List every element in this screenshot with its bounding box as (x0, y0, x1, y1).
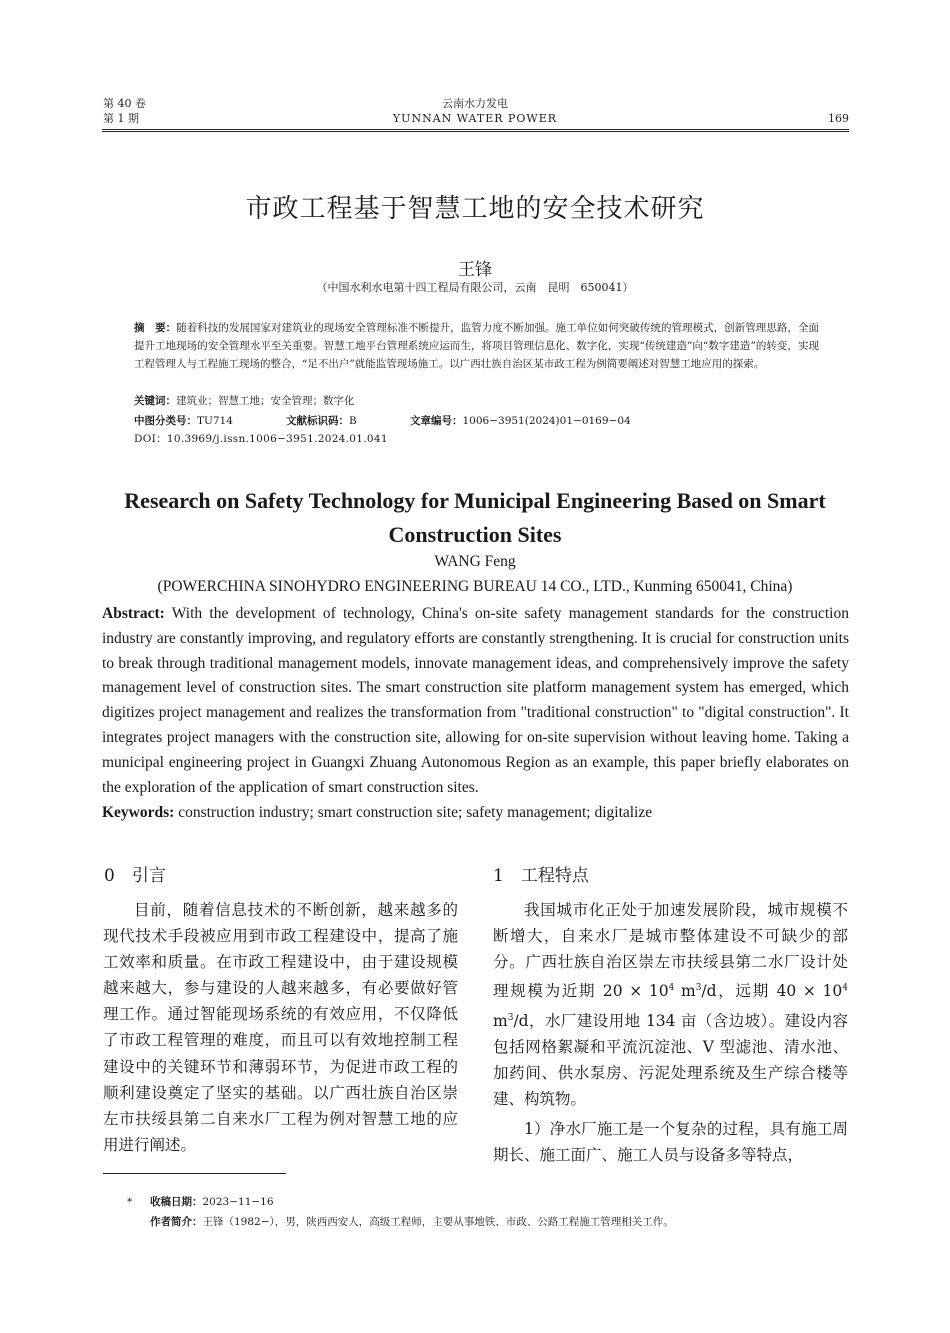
abstract-text-en: With the development of technology, China's on-site safety management standards for the construction industry are constantly improving, and regulatory efforts are constantly strengthening. It is crucial for construction units to break through traditional management models, innovate management ideas, and comprehensively improve the safety management level of construction sites. The smart construction site platform management system has emerged, which digitizes project management and realizes the transformation from "traditional construction" to "digital construction". It integrates project managers with the construction site, allowing for on-site supervision without leaving home. Taking a municipal engineering project in Guangxi Zhuang Autonomous Region as an example, this paper briefly elaborates on the exploration of the application of smart construction sites. (102, 605, 849, 796)
abstract-en (102, 602, 849, 800)
introduction-paragraph: 目前，随着信息技术的不断创新，越来越多的现代技术手段被应用到市政工程建设中，提高了施工效率和质量。在市政工程建设中，由于建设规模越来越大，参与建设的人越来越多，有必要做好管理工作。通过智能现场系统的有效应用，不仅降低了市政工程管理的难度，而且可以有效地控制工程建设中的关键环节和薄弱环节，为促进市政工程的顺利建设奠定了坚实的基础。以广西壮族自治区崇左市扶绥县第二自来水厂工程为例对智慧工地的应用进行阐述。 (103, 901, 458, 1154)
para1-text-a: 我国城市化正处于加速发展阶段，城市规模不断增大，自来水厂是城市整体建设不可缺少的部分。广西壮族自治区崇左市扶绥县第二水厂设计处理规模为近期 (493, 901, 848, 1001)
abstract-text-cn: 随着科技的发展国家对建筑业的现场安全管理标准不断提升，监管力度不断加强。施工单位如何突破传统的管理模式，创新管理思路，全面提升工地现场的安全管理水平至关重要。智慧工地平台管理系统应运而生，将项目管理信息化、数字化，实现“传统建造”向“数字建造”的转变，实现工程管理人与工程施工现场的整合，“足不出户”就能监管现场施工。以广西壮族自治区某市政工程为例简要阐述对智慧工地应用的探索。 (134, 322, 819, 370)
paper-title-en: Research on Safety Technology for Municipal Engineering Based on Smart Construction Sites (124, 488, 826, 547)
clc-number (134, 412, 233, 430)
received-label: 收稿日期： (150, 1196, 203, 1208)
journal-name-cn: 云南水力发电 (442, 97, 508, 110)
header-rule-top (102, 129, 849, 130)
keywords-text-en: construction industry; smart construction site; safety management; digitalize (178, 804, 653, 821)
section-introduction-body (103, 897, 458, 1158)
author-en: WANG Feng (434, 553, 516, 570)
keywords-en (102, 801, 849, 825)
abstract-cn (134, 319, 819, 373)
header-rule-bottom (102, 131, 849, 132)
author-cn: 王锋 (458, 260, 492, 280)
footnote-marker: * (127, 1196, 133, 1208)
section-project-features-body (493, 897, 848, 1168)
footnote-rule (103, 1173, 286, 1174)
abstract-label-cn: 摘 要： (134, 322, 177, 334)
page-number: 169 (828, 112, 849, 125)
journal-name-en: YUNNAN WATER POWER (392, 112, 558, 125)
capacity-long-term: $40 \times 10^4$ $m^3/d$ (493, 982, 848, 1030)
received-date (150, 1193, 274, 1211)
clc-value: TU714 (197, 415, 233, 427)
issue-label: 第 1 期 (103, 112, 139, 125)
doc-code-label: 文献标识码： (286, 415, 349, 427)
author-bio-label: 作者简介： (150, 1216, 203, 1228)
author-bio (150, 1213, 850, 1231)
clc-label: 中图分类号： (134, 415, 197, 427)
section-heading-introduction: 0 引言 (104, 866, 166, 886)
project-features-paragraph-2: 1）净水厂施工是一个复杂的过程，具有施工周期长、施工面广、施工人员与设备多等特点， (493, 1120, 848, 1165)
author-bio-value: 王锋（1982−），男，陕西西安人，高级工程师，主要从事地铁、市政、公路工程施工管理相关工作。 (202, 1216, 674, 1228)
volume-label: 第 40 卷 (103, 97, 146, 110)
keywords-label-en: Keywords: (102, 804, 175, 821)
document-code (286, 412, 357, 430)
paper-title-cn: 市政工程基于智慧工地的安全技术研究 (245, 194, 705, 224)
keywords-cn (134, 392, 355, 410)
keywords-text-cn: 建筑业；智慧工地；安全管理；数字化 (176, 395, 355, 407)
received-value: 2023−11−16 (202, 1196, 274, 1208)
affiliation-en: (POWERCHINA SINOHYDRO ENGINEERING BUREAU 14 CO., LTD., Kunming 650041, China) (157, 578, 793, 595)
doi: DOI：10.3969/j.issn.1006−3951.2024.01.041 (134, 433, 388, 445)
article-number (410, 412, 631, 430)
project-features-paragraph-1 (493, 897, 848, 1112)
article-no-value: 1006−3951(2024)01−0169−04 (462, 415, 631, 427)
article-no-label: 文章编号： (410, 415, 463, 427)
capacity-near-term: $20 \times 10^4$ $m^3/d$ (596, 982, 717, 1001)
keywords-label-cn: 关键词： (134, 395, 176, 407)
para1-text-b: ，水厂建设用地 134 亩（含边坡）。建设内容包括网格絮凝和平流沉淀池、V 型滤池、清水池、加药间、供水泵房、污泥处理系统及生产综合楼等建、构筑物。 (493, 1011, 848, 1108)
doc-code-value: B (349, 415, 357, 427)
affiliation-cn: （中国水利水电第十四工程局有限公司，云南 昆明 650041） (316, 281, 634, 294)
abstract-label-en: Abstract: (102, 605, 165, 622)
section-heading-project-features: 1 工程特点 (493, 866, 589, 886)
para1-text-mid: ，远期 (716, 982, 770, 1001)
